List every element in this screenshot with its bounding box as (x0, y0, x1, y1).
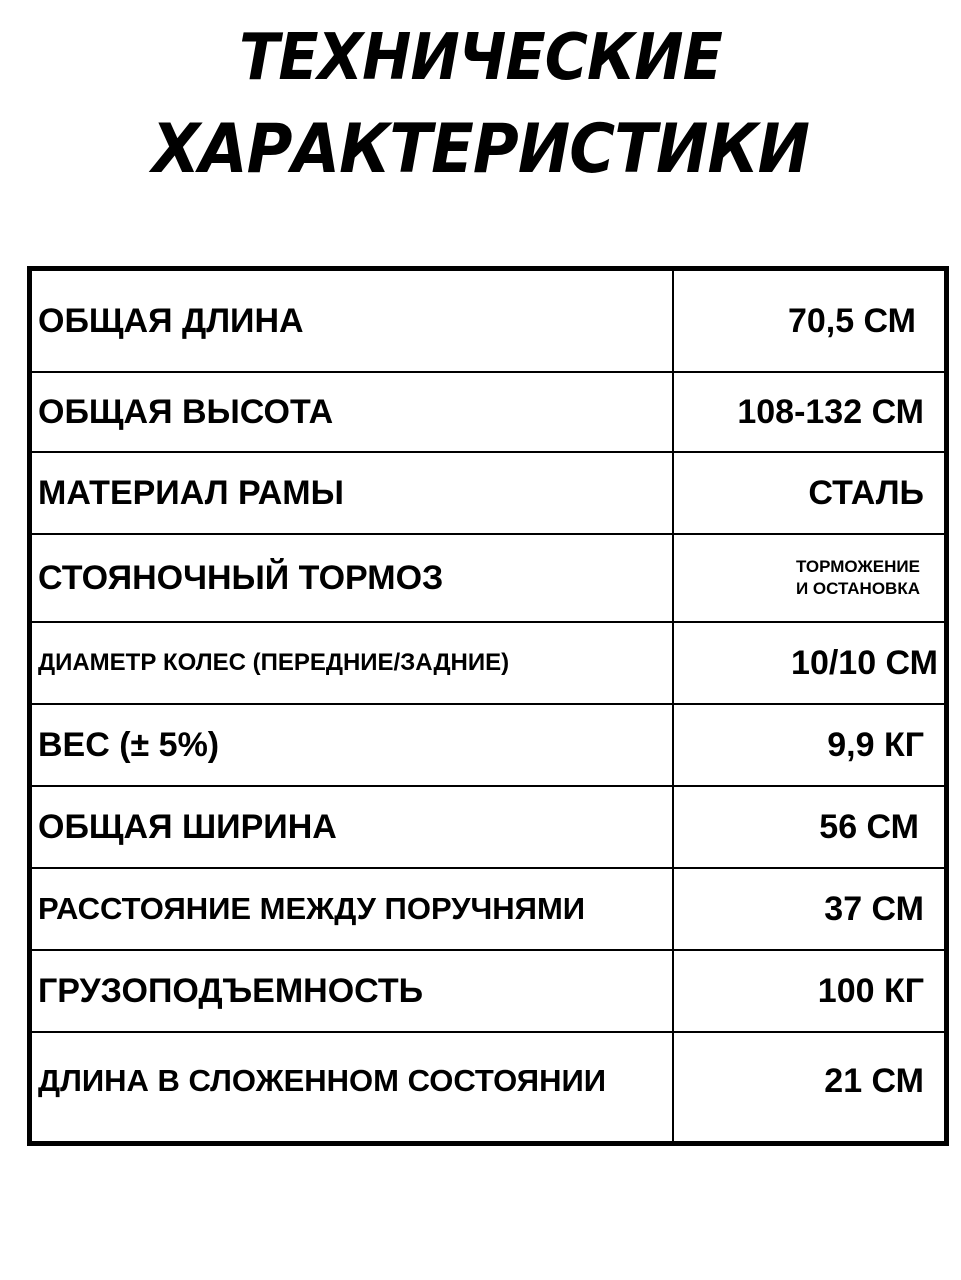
spec-label: РАССТОЯНИЕ МЕЖДУ ПОРУЧНЯМИ (38, 891, 586, 926)
spec-label: ВЕС (± 5%) (38, 725, 220, 764)
spec-row-wheel-diameter (32, 623, 944, 705)
spec-value-line-1: ТОРМОЖЕНИЕ (795, 557, 920, 576)
spec-label: ОБЩАЯ ДЛИНА (38, 301, 304, 340)
spec-value: 56 СМ (819, 807, 919, 846)
spec-value (796, 535, 920, 621)
spec-row-weight (32, 705, 944, 787)
spec-label: ДЛИНА В СЛОЖЕННОМ СОСТОЯНИИ (38, 1063, 607, 1098)
spec-row-parking-brake (32, 535, 944, 623)
spec-row-overall-width (32, 787, 944, 869)
spec-label: МАТЕРИАЛ РАМЫ (38, 473, 344, 512)
spec-row-load-capacity (32, 951, 944, 1033)
spec-value: 100 КГ (817, 971, 924, 1010)
spec-value: 10/10 СМ (791, 643, 938, 682)
spec-value: 37 СМ (824, 889, 924, 928)
specifications-table (27, 266, 949, 1146)
page-title-line-1: ТЕХНИЧЕСКИЕ (239, 21, 722, 95)
spec-row-frame-material (32, 453, 944, 535)
spec-row-overall-height (32, 373, 944, 453)
spec-label: ОБЩАЯ ШИРИНА (38, 807, 337, 846)
spec-label: ОБЩАЯ ВЫСОТА (38, 392, 334, 431)
spec-value: 21 СМ (824, 1061, 924, 1100)
spec-value: СТАЛЬ (808, 473, 924, 512)
spec-label: ГРУЗОПОДЪЕМНОСТЬ (38, 971, 424, 1010)
spec-value: 9,9 КГ (827, 725, 924, 764)
spec-value-line-2: И ОСТАНОВКА (795, 579, 920, 598)
page-title-line-2: ХАРАКТЕРИСТИКИ (151, 110, 810, 189)
spec-value: 108-132 СМ (737, 392, 924, 431)
spec-label: ДИАМЕТР КОЛЕС (ПЕРЕДНИЕ/ЗАДНИЕ) (38, 649, 510, 676)
spec-row-folded-length (32, 1033, 944, 1141)
spec-row-armrest-distance (32, 869, 944, 951)
spec-label: СТОЯНОЧНЫЙ ТОРМОЗ (38, 558, 444, 597)
spec-row-overall-length (32, 271, 944, 373)
spec-value: 70,5 СМ (787, 301, 916, 340)
